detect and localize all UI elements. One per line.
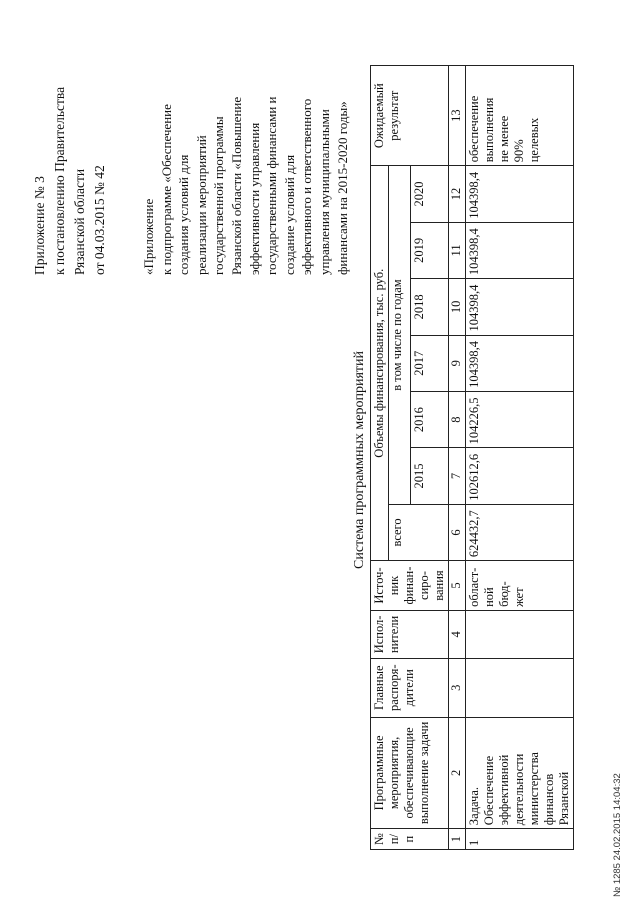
header-managers: Главные распоря- дители: [371, 658, 449, 717]
sub-appendix-line: реализации мероприятий: [193, 135, 209, 275]
column-number: 11: [449, 222, 466, 278]
header-year: 2018: [411, 279, 449, 335]
column-number: 10: [449, 279, 466, 335]
sub-appendix-line: Рязанской области «Повышение: [228, 96, 244, 275]
header-num: № п/п: [371, 829, 449, 850]
sub-appendix-line: государственными финансами и: [264, 96, 280, 275]
column-number: 1: [449, 829, 466, 850]
header-total: всего: [389, 504, 449, 560]
column-number: 4: [449, 610, 466, 658]
row-year-value: 102612,6: [466, 448, 574, 504]
row-source: област- ной бюд- жет: [466, 561, 574, 611]
sub-appendix-line: государственной программы: [211, 116, 227, 275]
sub-appendix-line: создание условий для: [281, 154, 297, 275]
column-number: 13: [449, 66, 466, 166]
column-number: 7: [449, 448, 466, 504]
column-number: 8: [449, 391, 466, 447]
row-result: обеспечение выполнения не менее 90% целевых: [466, 66, 574, 166]
column-number: 5: [449, 561, 466, 611]
header-year: 2019: [411, 222, 449, 278]
header-measures: Программные мероприятия, обеспечивающие выполнение задачи: [371, 717, 449, 829]
header-year: 2015: [411, 448, 449, 504]
column-number: 12: [449, 166, 466, 222]
document-title: Система программных мероприятий: [352, 350, 367, 569]
table-header-row: [371, 66, 389, 850]
registration-stamp: № 1285 24.02.2015 14:04:32: [612, 773, 623, 897]
header-year: 2017: [411, 335, 449, 391]
row-year-value: 104398,4: [466, 279, 574, 335]
sub-appendix-line: эффективного и ответственного: [299, 98, 315, 275]
row-num: 1: [466, 829, 574, 850]
header-source: Источ- ник финан- сиро- вания: [371, 561, 449, 611]
sub-appendix-line: финансами на 2015-2020 годы»: [334, 101, 350, 275]
header-executors: Испол- нители: [371, 610, 449, 658]
row-year-value: 104226,5: [466, 391, 574, 447]
column-number: 3: [449, 658, 466, 717]
appendix-decree: к постановлению Правительства: [52, 86, 67, 275]
row-measure: Задача. Обеспечение эффективной деятельности министерства финансов Рязанской: [466, 717, 574, 829]
measures-table: [370, 65, 574, 850]
sub-appendix-line: эффективности управления: [246, 122, 262, 275]
appendix-number: Приложение № 3: [32, 176, 47, 275]
header-funding: Объемы финансирования, тыс. руб.: [371, 166, 389, 561]
sub-appendix-line: создания условий для: [176, 154, 192, 275]
appendix-region: Рязанской области: [72, 168, 87, 275]
sub-appendix-line: «Приложение: [141, 198, 156, 275]
column-number-row: [449, 66, 466, 850]
column-number: 2: [449, 717, 466, 829]
table-row: [466, 66, 574, 850]
row-manager: [466, 658, 574, 717]
sub-appendix-line: к подпрограмме «Обеспечение: [158, 104, 174, 275]
header-by-years: в том числе по годам: [389, 166, 411, 504]
column-number: 6: [449, 504, 466, 560]
header-year: 2016: [411, 391, 449, 447]
sub-appendix-header: [140, 5, 351, 275]
row-year-value: 104398,4: [466, 222, 574, 278]
row-year-value: 104398,4: [466, 166, 574, 222]
header-year: 2020: [411, 166, 449, 222]
column-number: 9: [449, 335, 466, 391]
appendix-date: от 04.03.2015 № 42: [92, 165, 107, 275]
appendix-header: [30, 5, 110, 275]
row-total: 624432,7: [466, 504, 574, 560]
header-result: Ожидаемый результат: [371, 66, 449, 166]
sub-appendix-line: управления муниципальными: [316, 109, 332, 275]
row-executor: [466, 610, 574, 658]
row-year-value: 104398,4: [466, 335, 574, 391]
